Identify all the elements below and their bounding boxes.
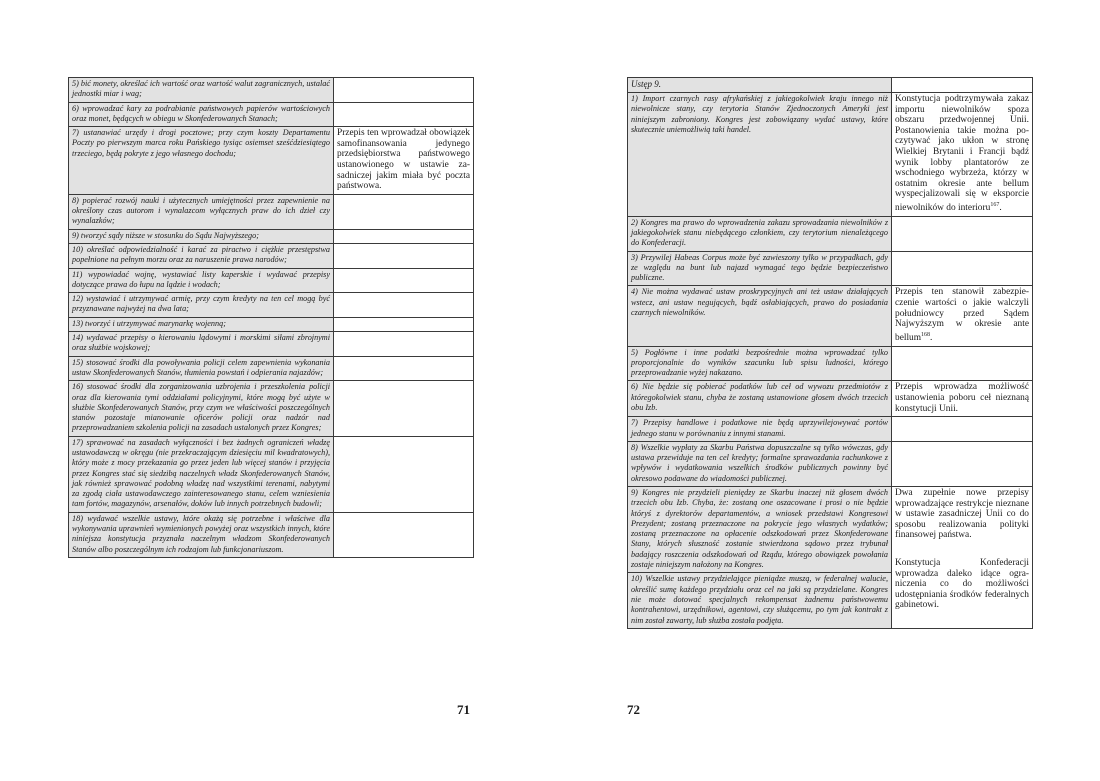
page-number-left: 71 — [457, 702, 470, 717]
table-row — [628, 93, 1033, 217]
table-row — [69, 194, 474, 229]
table-row — [628, 486, 1033, 572]
article-text: 11) wypowiadać wojnę, wystawiać listy kaperskie i wydawać przepisy dotyczące prawa do łupu na lądzie i wodach; — [69, 268, 334, 293]
commentary-text — [334, 194, 474, 229]
table-row — [69, 229, 474, 243]
section-header: Ustęp 9. — [628, 78, 892, 93]
article-text: 6) wprowadzać kary za podrabianie państwowych papierów wartościowych oraz monet, będących w obiegu w Skonfederowanych Stanach; — [69, 102, 334, 127]
left-page — [68, 0, 474, 558]
section-header-row — [628, 78, 1033, 93]
table-row — [628, 286, 1033, 346]
commentary-text — [334, 356, 474, 381]
table-row — [628, 381, 1033, 417]
commentary-text — [334, 317, 474, 331]
article-text: 5) bić monety, określać ich wartość oraz wartość walut zagranicznych, ustalać jednostki miar i wag; — [69, 78, 334, 103]
commentary-text: Przepis ten wprowadzał obowiązek samofinansowania jedynego przedsiębiorstwa państwowego ustanowionego w ustawie zasadniczej jakim miała być poczta państwowa. — [334, 127, 474, 195]
left-table-body — [69, 78, 474, 558]
table-row — [69, 436, 474, 512]
table-row — [628, 441, 1033, 486]
article-text: 5) Pogłówne i inne podatki bezpośrednie można wprowadzać tylko proporcjonalnie do wyników szacunku lub spisu ludności, którego przeprowadzanie wyżej nakazano. — [628, 346, 892, 381]
commentary-text — [334, 102, 474, 127]
article-text: 8) Wszelkie wypłaty za Skarbu Państwa dopuszczalne są tylko wówczas, gdy ustawa przewiduje na ten cel kredyty; formalne sprawozdania rachunkowe z wpływów i wydatkowania wszelkich środków publicznych powinny być okresowo podawane do wiadomości publicznej. — [628, 441, 892, 486]
right-table-body — [628, 78, 1033, 629]
commentary-text — [892, 251, 1033, 286]
commentary-text — [334, 229, 474, 243]
commentary-paragraph: Konstytucja Konfederacji wprowadza daleko idące ograniczenia co do możliwości udostępniania środków federalnych gabinetowi. — [895, 557, 1029, 611]
article-text: 1) Import czarnych rasy afrykańskiej z jakiegokolwiek kraju innego niż niewolnicze stany, czy terytoria Stanów Zjednoczonych Ameryki jest niniejszym zabroniony. Kongres jest zobowiązany wydać ustawy, które skutecznie uniemożliwią taki handel. — [628, 93, 892, 217]
commentary-text — [892, 216, 1033, 251]
article-text: 12) wystawiać i utrzymywać armię, przy czym kredyty na ten cel mogą być przyznawane najwyżej na dwa lata; — [69, 293, 334, 318]
table-row — [69, 78, 474, 103]
commentary-text — [334, 436, 474, 512]
article-text: 2) Kongres ma prawo do wprowadzenia zakazu sprowadzania niewolników z jakiegokolwiek stanu niebędącego członkiem, czy terytorium nienależącego do Konfederacji. — [628, 216, 892, 251]
article-text: 8) popierać rozwój nauki i użytecznych umiejętności przez zapewnienie na określony czas autorom i wynalazcom wyłącznych praw do ich dzieł czy wynalazków; — [69, 194, 334, 229]
footnote-ref[interactable]: 168 — [921, 331, 931, 338]
table-row — [628, 417, 1033, 442]
table-row — [69, 512, 474, 557]
article-text: 9) Kongres nie przydzieli pieniędzy ze Skarbu inaczej niż głosem dwóch trzecich obu Izb. Chyba, że: zostaną one oszacowane i prosi o nie będzie któryś z dyrektorów departamentów, a wniosek przedstawi Kongresowi Prezydent; zostaną przeznaczone na pokrycie jego własnych wydatków; zostaną przeznaczone na opłacenie odszkodowań przez Skonfederowane Stany, których słuszność zostanie stwierdzona sądowo przez trybunał badający roszczenia odszkodowań od Rządu, którego obowiązek powołania zostaje niniejszym nałożony na Kongres. — [628, 486, 892, 572]
table-row — [628, 346, 1033, 381]
article-text: 13) tworzyć i utrzymywać marynarkę wojenną; — [69, 317, 334, 331]
left-page-table — [68, 77, 474, 558]
table-row — [69, 356, 474, 381]
section-header-empty — [892, 78, 1033, 93]
article-text: 10) określać odpowiedzialność i karać za piractwo i ciężkie przestępstwa popełnione na pełnym morzu oraz za naruszenie prawa narodów; — [69, 243, 334, 268]
commentary-paragraph: Dwa zupełnie nowe przepisy wprowadzające restrykcje nieznane w ustawie zasadniczej Unii co do sposobu realizowania polityki finansowej państwa. — [895, 487, 1029, 541]
commentary-text — [892, 441, 1033, 486]
commentary-text — [334, 293, 474, 318]
commentary-body: Konstytucja podtrzymywała zakaz importu niewolników spoza obszaru przedwojennej Unii. Postanowienia takie można poczytywać jako ukłon w stronę Wielkiej Brytanii i Francji bądź wynik lobby plantatorów ze wschodniego wybrzeża, którzy w ostatnim okresie ante bellum wyspecjalizowali się w eksporcie niewolników do interioru — [895, 94, 1029, 214]
article-text: 14) wydawać przepisy o kierowaniu lądowymi i morskimi siłami zbrojnymi oraz służbie wojskowej; — [69, 332, 334, 357]
article-text: 7) ustanawiać urzędy i drogi pocztowe; przy czym koszty Departamentu Poczty po pierwszym marca roku Pańskiego tysiąc osiemset sześćdziesiątego trzeciego, będą pokryte z jego własnego dochodu; — [69, 127, 334, 195]
commentary-text — [334, 243, 474, 268]
table-row — [69, 332, 474, 357]
article-text: 3) Przywilej Habeas Corpus może być zawieszony tylko w przypadkach, gdy ze względu na bunt lub najazd wymagać tego będzie bezpieczeństwo publiczne. — [628, 251, 892, 286]
commentary-text: Przepis ten stanowił zabezpieczenie wartości o jakie walczyli południowcy przed Sądem Najwyższym w okresie ante bellum$^{168}$. — [892, 286, 1033, 346]
article-text: 6) Nie będzie się pobierać podatków lub ceł od wywozu przedmiotów z któregokolwiek stanu, chyba że zostaną ustanowione głosem dwóch trzecich obu Izb. — [628, 381, 892, 417]
article-text: 9) tworzyć sądy niższe w stosunku do Sądu Najwyższego; — [69, 229, 334, 243]
table-row — [69, 268, 474, 293]
article-text: 15) stosować środki dla powoływania policji celem zapewnienia wykonania ustaw Skonfederowanych Stanów, tłumienia powstań i odpierania najazdów; — [69, 356, 334, 381]
article-text: 18) wydawać wszelkie ustawy, które okażą się potrzebne i właściwe dla wykonywania uprawnień wymienionych powyżej oraz wszystkich innych, które niniejsza konstytucja przyznała naczelnym władzom Skonfederowanych Stanów albo poszczególnym ich rodzajom lub funkcjonariuszom. — [69, 512, 334, 557]
table-row — [69, 381, 474, 436]
commentary-text — [892, 346, 1033, 381]
footnote-ref[interactable]: 167 — [990, 201, 1000, 208]
commentary-text — [892, 417, 1033, 442]
article-text: 7) Przepisy handlowe i podatkowe nie będą uprzywilejowywać portów jednego stanu w porównaniu z innymi stanami. — [628, 417, 892, 442]
table-row — [628, 216, 1033, 251]
merged-commentary — [892, 486, 1033, 628]
table-row — [69, 127, 474, 195]
table-row — [69, 102, 474, 127]
article-text: 17) sprawować na zasadach wyłączności i bez żadnych ograniczeń władzę ustawodawczą w okręgu (nie przekraczającym dziesięciu mil kwadratowych), który może z mocy przekazania go przez jeden lub więcej stanów i przyjęcia przez Kongres stać się siedzibą naczelnych władz Skonfederowanych Stanów, jak również sprawować podobną władzę nad wszystkimi terenami, nabytymi za zgodą ciała ustawodawczego zainteresowanego stanu, celem wzniesienia tam fortów, magazynów, arsenałów, doków lub innych potrzebnych budowli; — [69, 436, 334, 512]
article-text: 10) Wszelkie ustawy przydzielające pieniądze muszą, w federalnej walucie, określić sumę każdego przydziału oraz cel na jaki są przydzielane. Kongres nie może dotować specjalnych rekompensat żadnemu państwowemu kontrahentowi, urzędnikowi, agentowi, czy służącemu, po tym jak kontrakt z nim został zawarty, lub służba została podjęta. — [628, 573, 892, 628]
commentary-body: Przepis ten stanowił zabezpieczenie wartości o jakie walczyli południowcy przed Sądem Najwyższym w okresie ante bellum — [895, 287, 1029, 343]
commentary-text — [334, 78, 474, 103]
commentary-text — [334, 268, 474, 293]
right-page — [627, 0, 1033, 629]
article-text: 16) stosować środki dla zorganizowania uzbrojenia i przeszkolenia policji oraz dla kierowania tymi oddziałami policyjnymi, które mogą być użyte w służbie Skonfederowanych Stanów, przy czym we właściwości poszczególnych stanów pozostaje mianowanie oficerów policji oraz nadzór nad przeprowadzaniem szkolenia policji na zasadach ustalonych przez Kongres; — [69, 381, 334, 436]
commentary-text — [334, 332, 474, 357]
commentary-text: Przepis wprowadza możliwość ustanowienia poboru ceł nieznaną konstytucji Unii. — [892, 381, 1033, 417]
page-number-right: 72 — [627, 702, 640, 717]
right-page-table — [627, 77, 1033, 629]
commentary-text: Konstytucja podtrzymywała zakaz importu niewolników spoza obszaru przedwojennej Unii. Postanowienia takie można poczytywać jako ukłon w stronę Wielkiej Brytanii i Francji bądź wynik lobby plantatorów ze wschodniego wybrzeża, którzy w ostatnim okresie ante bellum wyspecjalizowali się w eksporcie niewolników do interioru$^{167}$. — [892, 93, 1033, 217]
table-row — [628, 251, 1033, 286]
table-row — [69, 243, 474, 268]
table-row — [69, 293, 474, 318]
table-row — [69, 317, 474, 331]
article-text: 4) Nie można wydawać ustaw proskrypcyjnych ani też ustaw działających wstecz, ani ustaw negujących, bądź osłabiających, prawo do posiadania czarnych niewolników. — [628, 286, 892, 346]
commentary-text — [334, 381, 474, 436]
commentary-text — [334, 512, 474, 557]
